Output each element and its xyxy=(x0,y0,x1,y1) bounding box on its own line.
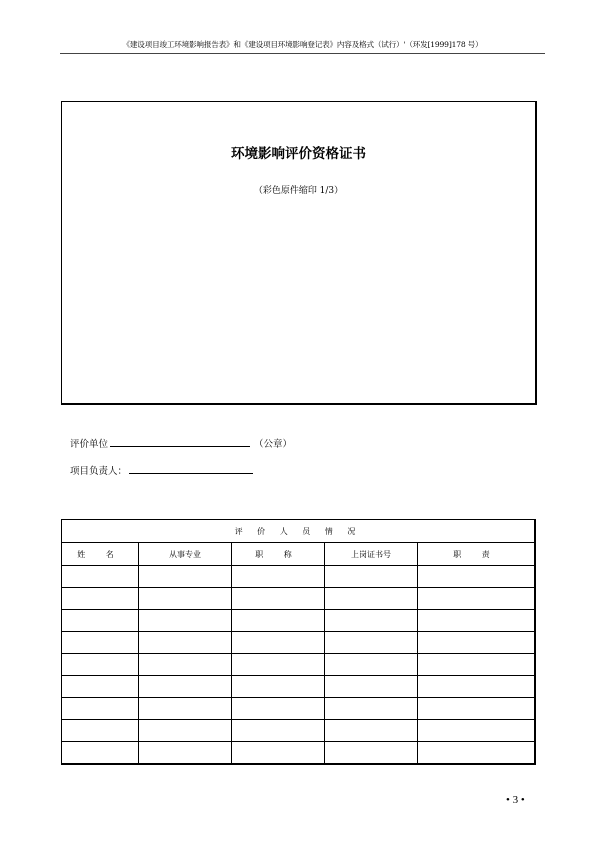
table-cell[interactable] xyxy=(232,698,325,720)
table-cell[interactable] xyxy=(325,610,418,632)
table-cell[interactable] xyxy=(139,698,232,720)
table-cell[interactable] xyxy=(325,742,418,765)
table-cell[interactable] xyxy=(325,566,418,588)
table-cell[interactable] xyxy=(325,720,418,742)
table-cell[interactable] xyxy=(62,720,139,742)
table-cell[interactable] xyxy=(139,566,232,588)
official-seal-label: （公章） xyxy=(254,439,293,450)
table-cell[interactable] xyxy=(325,588,418,610)
table-cell[interactable] xyxy=(139,610,232,632)
table-row xyxy=(62,588,536,610)
table-title: 评 价 人 员 情 况 xyxy=(62,520,536,543)
header-rule xyxy=(60,53,545,54)
table-row xyxy=(62,698,536,720)
column-header-duty: 职 责 xyxy=(418,543,536,566)
table-row xyxy=(62,742,536,765)
table-cell[interactable] xyxy=(232,720,325,742)
table-cell[interactable] xyxy=(139,588,232,610)
table-cell[interactable] xyxy=(232,676,325,698)
table-cell[interactable] xyxy=(325,698,418,720)
certificate-title: 环境影响评价资格证书 xyxy=(231,146,366,162)
table-cell[interactable] xyxy=(418,566,536,588)
table-cell[interactable] xyxy=(232,610,325,632)
table-cell[interactable] xyxy=(139,720,232,742)
table-row xyxy=(62,720,536,742)
project-leader-row xyxy=(70,463,253,477)
table-cell[interactable] xyxy=(232,566,325,588)
table-cell[interactable] xyxy=(139,676,232,698)
table-cell[interactable] xyxy=(418,610,536,632)
certificate-caption: （彩色原件缩印 1/3） xyxy=(253,186,344,196)
table-row xyxy=(62,610,536,632)
table-row xyxy=(62,632,536,654)
table-cell[interactable] xyxy=(418,676,536,698)
column-header-certificate-number: 上岗证书号 xyxy=(325,543,418,566)
table-cell[interactable] xyxy=(62,654,139,676)
table-cell[interactable] xyxy=(62,610,139,632)
table-cell[interactable] xyxy=(418,698,536,720)
page-number: • 3 • xyxy=(506,794,525,806)
project-leader-field[interactable] xyxy=(129,463,253,474)
evaluation-staff-table xyxy=(61,519,536,765)
column-header-specialty: 从事专业 xyxy=(139,543,232,566)
evaluation-unit-label: 评价单位 xyxy=(70,439,109,450)
table-cell[interactable] xyxy=(139,632,232,654)
table-cell[interactable] xyxy=(62,632,139,654)
table-cell[interactable] xyxy=(418,742,536,765)
table-cell[interactable] xyxy=(62,566,139,588)
table-cell[interactable] xyxy=(62,742,139,765)
table-row xyxy=(62,676,536,698)
column-header-name: 姓 名 xyxy=(62,543,139,566)
table-title-row xyxy=(62,520,536,543)
table-cell[interactable] xyxy=(325,654,418,676)
table-cell[interactable] xyxy=(139,742,232,765)
table-cell[interactable] xyxy=(418,588,536,610)
certificate-box xyxy=(61,101,537,405)
table-cell[interactable] xyxy=(232,654,325,676)
evaluation-unit-field[interactable] xyxy=(110,436,250,447)
table-cell[interactable] xyxy=(232,632,325,654)
project-leader-label: 项目负责人： xyxy=(70,466,128,477)
table-cell[interactable] xyxy=(418,720,536,742)
table-row xyxy=(62,566,536,588)
table-header-row xyxy=(62,543,536,566)
table-cell[interactable] xyxy=(418,654,536,676)
table-row xyxy=(62,654,536,676)
table-cell[interactable] xyxy=(62,676,139,698)
table-cell[interactable] xyxy=(139,654,232,676)
table-cell[interactable] xyxy=(418,632,536,654)
table-cell[interactable] xyxy=(62,698,139,720)
table-cell[interactable] xyxy=(232,588,325,610)
table-cell[interactable] xyxy=(62,588,139,610)
table-cell[interactable] xyxy=(325,676,418,698)
table-cell[interactable] xyxy=(232,742,325,765)
page-header: 《建设项目竣工环境影响报告表》和《建设项目环境影响登记表》内容及格式（试行）'（环发[1999]178 号） xyxy=(122,40,483,49)
table-cell[interactable] xyxy=(325,632,418,654)
table-body xyxy=(62,566,536,765)
column-header-title: 职 称 xyxy=(232,543,325,566)
evaluation-unit-row xyxy=(70,436,292,450)
